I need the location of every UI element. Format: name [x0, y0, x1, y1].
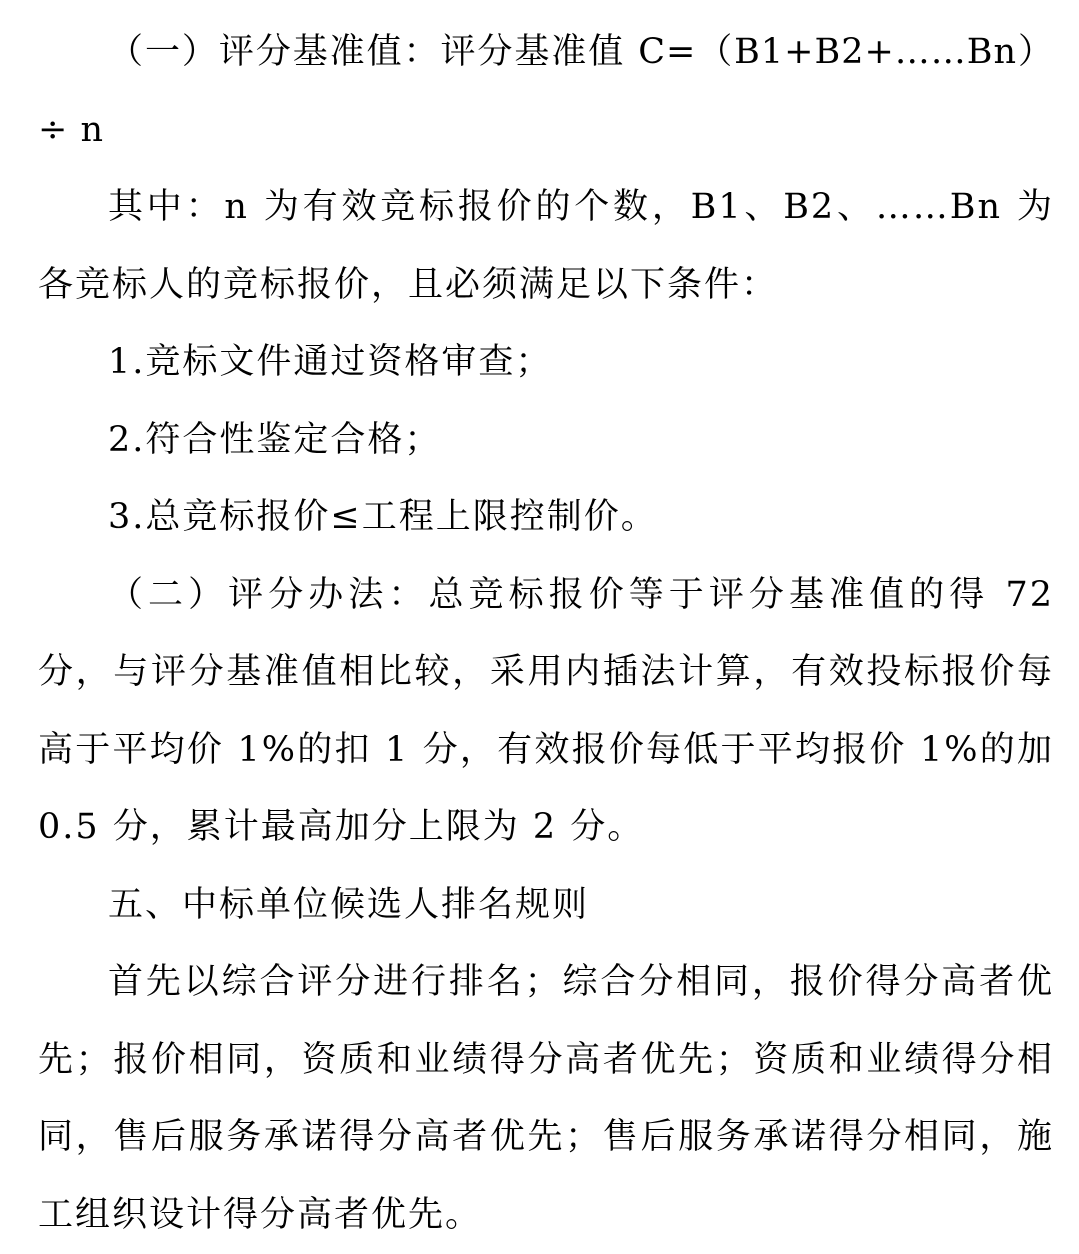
formula-explanation: 其中：n 为有效竞标报价的个数，B1、B2、……Bn 为各竞标人的竞标报价，且必须满足以下条件： [38, 187, 1054, 305]
condition-2: 2.符合性鉴定合格； [108, 419, 442, 460]
condition-1: 1.竞标文件通过资格审查； [108, 342, 553, 382]
condition-3: 3.总竞标报价≤工程上限控制价。 [108, 497, 658, 537]
scoring-method: （二）评分办法：总竞标报价等于评分基准值的得 72 分，与评分基准值相比较，采用内插法计算，有效投标报价每高于平均价 1%的扣 1 分，有效报价每低于平均报价 1%的加 0.5 分，累计最高加分上限为 2 分。 [38, 574, 1054, 847]
section-heading-ranking-rules: 五、中标单位候选人排名规则 [108, 884, 590, 925]
scoring-baseline-formula: （一）评分基准值：评分基准值 C=（B1+B2+……Bn）÷ n [38, 32, 1054, 150]
ranking-rules-body: 首先以综合评分进行排名；综合分相同，报价得分高者优先；报价相同，资质和业绩得分高者优先；资质和业绩得分相同，售后服务承诺得分高者优先；售后服务承诺得分相同，施工组织设计得分高者优先。 [38, 962, 1054, 1235]
document-page [38, 14, 1054, 1254]
